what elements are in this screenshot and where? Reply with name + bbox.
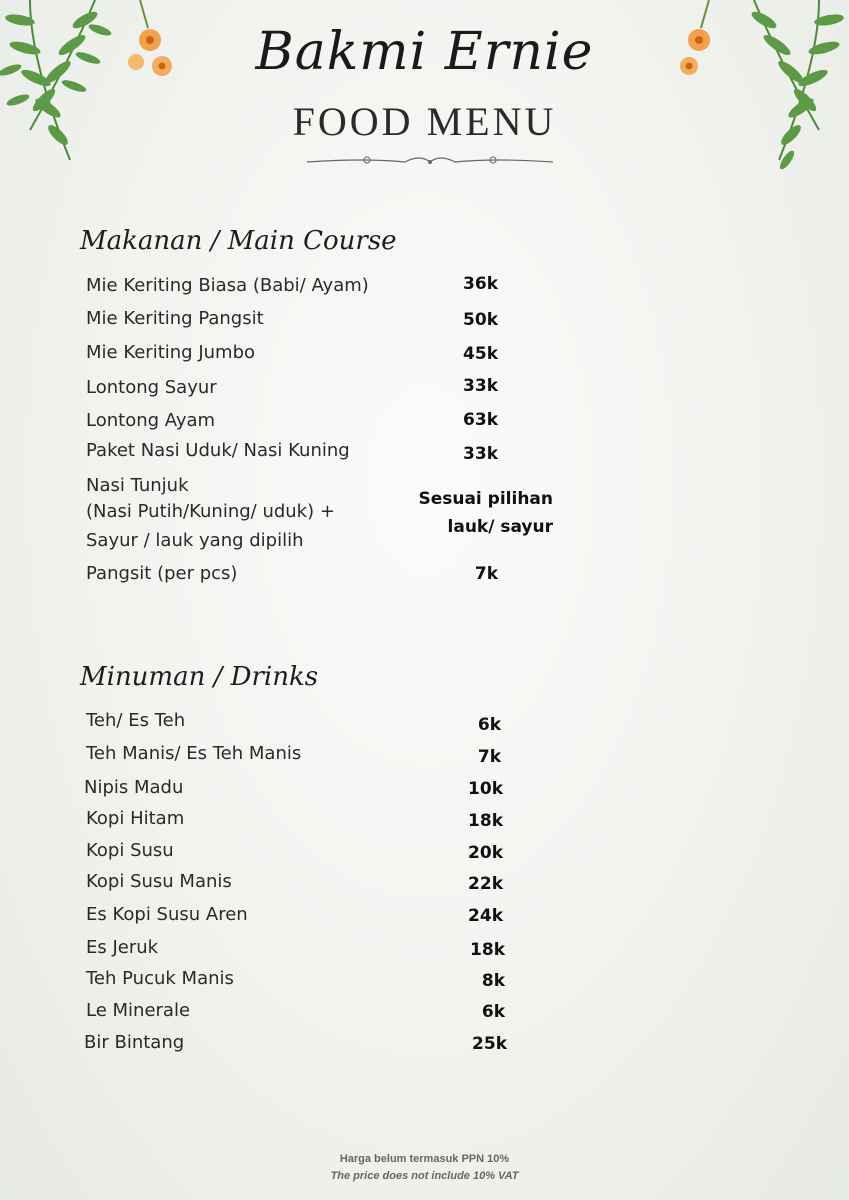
menu-item-name: Lontong Sayur <box>86 377 217 398</box>
ornament-divider-icon <box>305 150 555 170</box>
menu-item-name: Teh Pucuk Manis <box>86 968 234 989</box>
menu-item-price: 33k <box>463 376 498 396</box>
menu-item-price: 6k <box>477 715 501 735</box>
menu-item-name: Paket Nasi Uduk/ Nasi Kuning <box>86 440 350 461</box>
brand-name: Bakmi Ernie <box>255 22 594 82</box>
menu-item-price: 45k <box>463 344 498 364</box>
section-title-drinks: Minuman / Drinks <box>80 662 319 692</box>
menu-item-price: 22k <box>468 874 503 894</box>
menu-item-name: Mie Keriting Pangsit <box>86 308 264 329</box>
menu-item-name: Lontong Ayam <box>86 410 216 431</box>
menu-item-price: 63k <box>463 410 498 430</box>
menu-item-name: (Nasi Putih/Kuning/ uduk) + <box>86 501 335 522</box>
menu-item-price: lauk/ sayur <box>447 517 553 537</box>
menu-item-price: 18k <box>468 811 503 831</box>
menu-item-price: 7k <box>474 564 498 584</box>
price-note: Harga belum termasuk PPN 10% <box>339 1153 510 1165</box>
menu-item-price: 18k <box>470 940 505 960</box>
menu-item-price: 6k <box>481 1002 505 1022</box>
menu-item-price: 20k <box>468 843 503 863</box>
menu-item-name: Mie Keriting Jumbo <box>86 342 256 363</box>
menu-item-name: Es Jeruk <box>86 937 159 958</box>
menu-item-price: 50k <box>463 310 498 330</box>
menu-item-name: Sayur / lauk yang dipilih <box>86 530 304 551</box>
menu-item-name: Nipis Madu <box>84 777 184 798</box>
menu-item-price: 7k <box>477 747 501 767</box>
menu-item-name: Pangsit (per pcs) <box>86 563 238 584</box>
menu-item-price: 33k <box>463 444 498 464</box>
menu-item-price: 25k <box>472 1034 507 1054</box>
menu-item-name: Le Minerale <box>86 1000 191 1021</box>
menu-item-name: Nasi Tunjuk <box>86 475 189 496</box>
menu-item-name: Bir Bintang <box>84 1032 185 1053</box>
menu-item-price: Sesuai pilihan <box>418 489 553 509</box>
menu-item-price: 10k <box>468 779 503 799</box>
menu-item-name: Teh Manis/ Es Teh Manis <box>86 743 302 764</box>
menu-item-name: Kopi Susu Manis <box>86 871 232 892</box>
menu-item-name: Kopi Hitam <box>86 808 185 829</box>
menu-item-name: Es Kopi Susu Aren <box>86 904 248 925</box>
menu-item-price: 36k <box>463 274 498 294</box>
page-title: FOOD MENU <box>292 99 557 144</box>
menu-item-price: 8k <box>481 971 505 991</box>
section-title-main-course: Makanan / Main Course <box>80 226 397 256</box>
menu-item-name: Kopi Susu <box>86 840 174 861</box>
menu-item-name: Mie Keriting Biasa (Babi/ Ayam) <box>86 275 369 296</box>
menu-item-name: Teh/ Es Teh <box>86 710 186 731</box>
menu-item-price: 24k <box>468 906 503 926</box>
price-note-english: The price does not include 10% VAT <box>330 1170 519 1182</box>
